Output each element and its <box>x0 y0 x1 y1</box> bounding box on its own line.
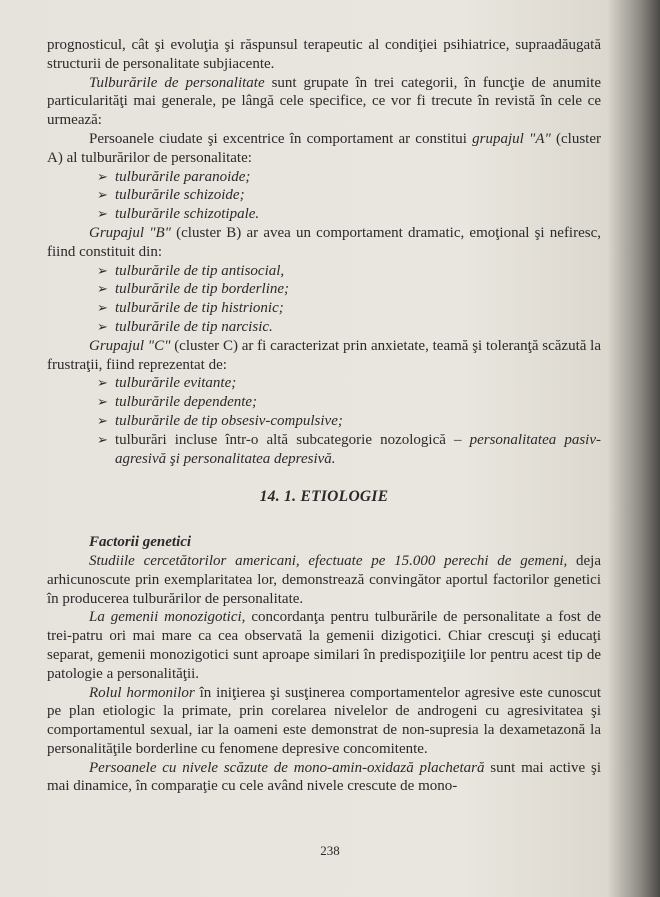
list-item <box>97 262 601 281</box>
twin-studies-italic: Studiile cercetătorilor americani, efectuate pe 15.000 perechi de gemeni, <box>89 552 568 569</box>
cluster-c-term: Grupajul "C" <box>89 337 171 354</box>
page-content <box>47 36 601 796</box>
list-item-text: tulburări incluse într-o altă subcategorie nozologică – <box>115 431 470 448</box>
list-item <box>97 318 601 337</box>
cluster-c-list <box>47 374 601 468</box>
list-item <box>97 412 601 431</box>
list-item <box>97 205 601 224</box>
list-item <box>97 299 601 318</box>
intro-paragraph: prognosticul, cât şi evoluţia şi răspunsul terapeutic al condiţiei psihiatrice, supraadăugată structurii de personalitate subjiacente. <box>47 37 601 72</box>
arrowhead-bullet-icon: ➢ <box>97 394 108 410</box>
list-item-text: tulburările paranoide; <box>115 168 251 185</box>
arrowhead-bullet-icon: ➢ <box>97 300 108 316</box>
arrowhead-bullet-icon: ➢ <box>97 431 108 447</box>
twin-studies-text: deja arhicunoscute prin exemplaritatea lor, demonstrează convingător aportul factorilor genetici în producerea tulburărilor de personalitate. <box>47 552 602 607</box>
monozygotic-text: concordanţa pentru tulburările de personalitate a fost de trei-patru ori mai mare ca cea observată la gemenii dizigotici. Chiar crescuţi şi educaţi separat, gemenii monozigotici sunt aproape similari în predispoziţiile lor pentru acest tip de patologie a personalităţii. <box>47 609 601 682</box>
list-item-text: tulburările evitante; <box>115 375 237 392</box>
list-item-text: tulburările de tip borderline; <box>115 281 290 298</box>
section-heading: 14. 1. ETIOLOGIE <box>259 488 389 506</box>
list-item <box>97 186 601 205</box>
hormones-italic: Rolul hormonilor <box>89 684 195 701</box>
monozygotic-paragraph <box>47 608 601 683</box>
list-item <box>97 168 601 187</box>
cluster-a-paragraph <box>47 130 601 168</box>
list-item-text: tulburările de tip histrionic; <box>115 300 284 317</box>
cluster-b-list <box>47 262 601 337</box>
list-item <box>97 280 601 299</box>
cluster-a-term: grupajul "A" <box>472 130 551 147</box>
list-item-text: tulburările de tip narcisic. <box>115 318 273 335</box>
list-item <box>97 393 601 412</box>
arrowhead-bullet-icon: ➢ <box>97 206 108 222</box>
cluster-a-lead: Persoanele ciudate şi excentrice în comportament ar constitui <box>89 130 473 147</box>
list-item-text: tulburările dependente; <box>115 394 258 411</box>
arrowhead-bullet-icon: ➢ <box>97 262 108 278</box>
categories-paragraph <box>47 74 601 130</box>
list-item-text: tulburările de tip antisocial, <box>115 262 285 279</box>
list-item-text: tulburările schizotipale. <box>115 206 260 223</box>
list-item-text: tulburările de tip obsesiv-compulsive; <box>115 412 343 429</box>
arrowhead-bullet-icon: ➢ <box>97 318 108 334</box>
mao-text: sunt mai active şi mai dinamice, în comparaţie cu cele având nivele crescute de mono- <box>47 759 602 795</box>
mao-paragraph <box>47 759 601 797</box>
hormones-text: în iniţierea şi susţinerea comportamentelor agresive este cunoscut pe plan etiologic la primate, prin corelarea nivelelor de androgeni cu agresivitatea şi comportamentul sexual, iar la oameni este demonstrat de non-supresia la dexametazonă la personalităţile borderline cu fenomene depresive concomitente. <box>47 684 601 757</box>
arrowhead-bullet-icon: ➢ <box>97 412 108 428</box>
subsection-heading: Factorii genetici <box>89 534 192 551</box>
monozygotic-italic: La gemenii monozigotici, <box>89 609 246 626</box>
cluster-a-text: (cluster A) al tulburărilor de personalitate: <box>47 130 601 166</box>
list-item <box>97 431 601 469</box>
arrowhead-bullet-icon: ➢ <box>97 187 108 203</box>
list-item-italic-text: personalitatea pasiv-agresivă şi personalitatea depresivă. <box>115 431 601 467</box>
hormones-paragraph <box>47 684 601 759</box>
list-item <box>97 374 601 393</box>
twin-studies-paragraph <box>47 552 601 608</box>
term-personality-disorders: Tulburările de personalitate <box>89 74 265 91</box>
arrowhead-bullet-icon: ➢ <box>97 281 108 297</box>
cluster-c-paragraph <box>47 337 601 375</box>
arrowhead-bullet-icon: ➢ <box>97 375 108 391</box>
list-item-text: tulburările schizoide; <box>115 187 245 204</box>
categories-text: sunt grupate în trei categorii, în funcţie de anumite particularităţi mai generale, pe lângă cele specifice, ce vor fi trecute în revistă în cele ce urmează: <box>47 74 601 129</box>
cluster-b-paragraph <box>47 224 601 262</box>
cluster-b-term: Grupajul "B" <box>89 224 171 241</box>
cluster-a-list <box>47 168 601 224</box>
arrowhead-bullet-icon: ➢ <box>97 168 108 184</box>
cluster-c-text: (cluster C) ar fi caracterizat prin anxietate, teamă şi toleranţă scăzută la frustraţii, fiind reprezentat de: <box>47 337 602 373</box>
cluster-b-text: (cluster B) ar avea un comportament dramatic, emoţional şi nefiresc, fiind constituit din: <box>47 224 601 260</box>
page-number: 238 <box>320 843 340 858</box>
mao-italic: Persoanele cu nivele scăzute de mono-amin-oxidază plachetară <box>89 759 485 776</box>
